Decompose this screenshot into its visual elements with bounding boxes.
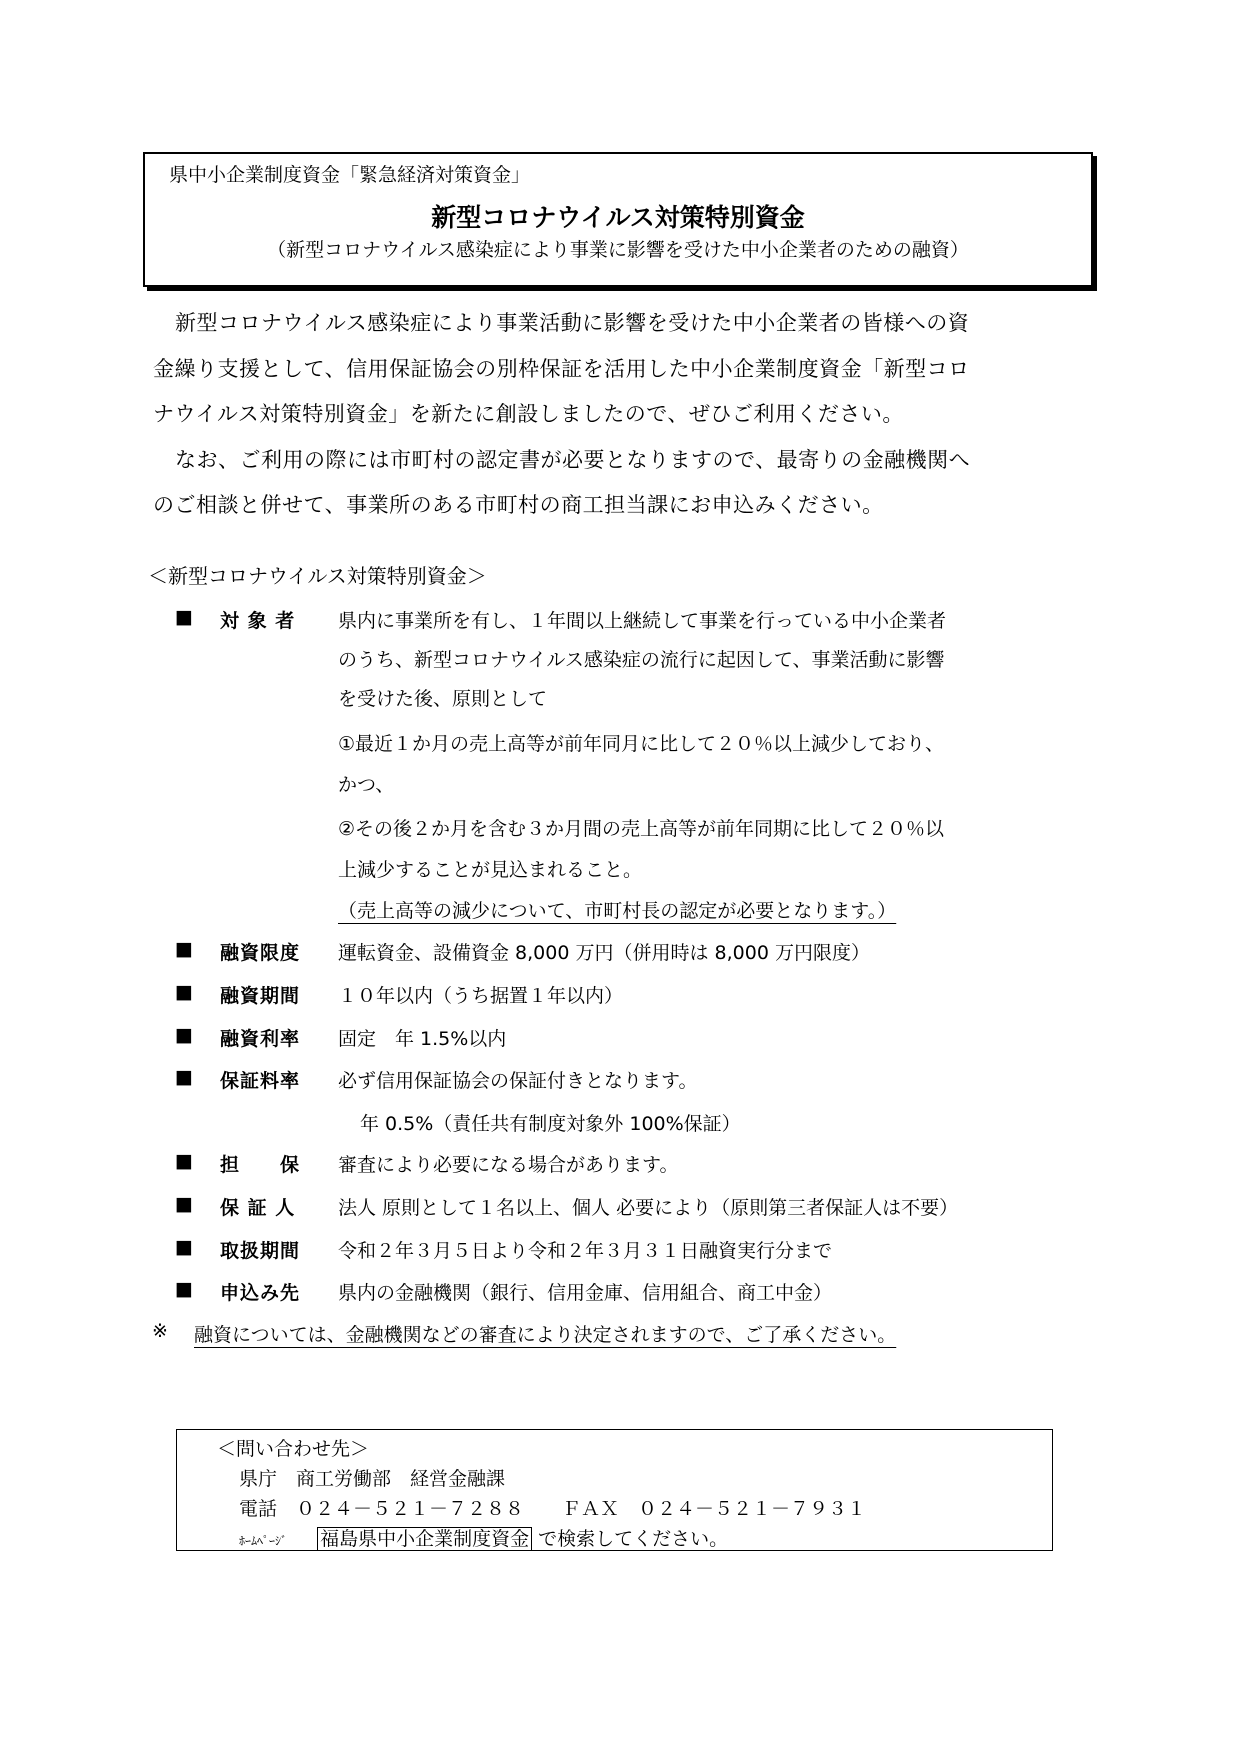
item-text: 上減少することが見込まれること。 <box>338 859 643 881</box>
item-text: １０年以内（うち据置１年以内） <box>338 985 624 1007</box>
intro-line: ナウイルス対策特別資金」を新たに創設しましたので、ぜひご利用ください。 <box>153 402 904 426</box>
item-term: 融資利率 <box>220 1028 301 1050</box>
item-term: 対 象 者 <box>220 610 296 632</box>
intro-line: のご相談と併せて、事業所のある市町村の商工担当課にお申込みください。 <box>153 493 884 517</box>
bullet-icon: ■ <box>175 1278 193 1300</box>
section-heading: ＜新型コロナウイルス対策特別資金＞ <box>148 564 487 588</box>
approval-note: 融資については、金融機関などの審査により決定されますので、ご了承ください。 <box>194 1324 897 1346</box>
contact-box <box>176 1429 1053 1551</box>
item-term: 融資期間 <box>220 985 301 1007</box>
item-term: 取扱期間 <box>220 1240 301 1262</box>
homepage-label: ﾎｰﾑﾍﾟｰｼﾞ <box>239 1534 288 1548</box>
search-keyword: 福島県中小企業制度資金 <box>317 1527 532 1551</box>
item-text: ②その後２か月を含む３か月間の売上高等が前年同期に比して２０％以 <box>338 818 945 840</box>
item-text: を受けた後、原則として <box>338 688 548 710</box>
bullet-icon: ■ <box>175 1150 193 1172</box>
intro-line: 新型コロナウイルス感染症により事業活動に影響を受けた中小企業者の皆様への資 <box>175 311 970 335</box>
bullet-icon: ■ <box>175 1236 193 1258</box>
bullet-icon: ■ <box>175 1193 193 1215</box>
item-text: 年 0.5%（責任共有制度対象外 100%保証） <box>360 1113 741 1135</box>
item-text: 令和２年３月５日より令和２年３月３１日融資実行分まで <box>338 1240 833 1262</box>
item-text: 県内に事業所を有し、１年間以上継続して事業を行っている中小企業者 <box>338 610 947 632</box>
intro-line: 金繰り支援として、信用保証協会の別枠保証を活用した中小企業制度資金「新型コロ <box>153 357 970 381</box>
bullet-icon: ■ <box>175 981 193 1003</box>
item-term: 保 証 人 <box>220 1197 296 1219</box>
item-text: 法人 原則として１名以上、個人 必要により（原則第三者保証人は不要） <box>338 1197 959 1219</box>
title-note: （新型コロナウイルス感染症により事業に影響を受けた中小企業者のための融資） <box>267 239 969 261</box>
header-box <box>143 152 1093 287</box>
contact-heading: ＜問い合わせ先＞ <box>217 1438 370 1460</box>
contact-department: 県庁 商工労働部 経営金融課 <box>239 1468 506 1490</box>
bullet-icon: ■ <box>175 1024 193 1046</box>
contact-phone: 電話 ０２４－５２１－７２８８ ＦＡＸ ０２４－５２１－７９３１ <box>239 1498 867 1520</box>
homepage-instruction: で検索してください。 <box>538 1528 729 1550</box>
item-text: ①最近１か月の売上高等が前年同月に比して２０％以上減少しており、 <box>338 733 945 755</box>
item-text: 固定 年 1.5%以内 <box>338 1028 507 1050</box>
item-text: 県内の金融機関（銀行、信用金庫、信用組合、商工中金） <box>338 1282 833 1304</box>
item-text: 審査により必要になる場合があります。 <box>338 1154 679 1176</box>
item-text: 必ず信用保証協会の保証付きとなります。 <box>338 1070 698 1092</box>
item-text: 運転資金、設備資金 8,000 万円（併用時は 8,000 万円限度） <box>338 942 870 964</box>
intro-line: なお、ご利用の際には市町村の認定書が必要となりますので、最寄りの金融機関へ <box>175 448 971 472</box>
item-term: 保証料率 <box>220 1070 301 1092</box>
item-text: かつ、 <box>338 774 395 796</box>
page-title: 新型コロナウイルス対策特別資金 <box>431 203 805 232</box>
bullet-icon: ■ <box>175 1066 193 1088</box>
item-text: のうち、新型コロナウイルス感染症の流行に起因して、事業活動に影響 <box>338 649 945 671</box>
item-term: 担 保 <box>220 1154 301 1176</box>
note-mark: ※ <box>152 1320 168 1342</box>
program-name: 県中小企業制度資金「緊急経済対策資金」 <box>169 164 531 186</box>
contact-homepage <box>239 1524 728 1551</box>
item-term: 融資限度 <box>220 942 301 964</box>
bullet-icon: ■ <box>175 606 193 628</box>
certification-note: （売上高等の減少について、市町村長の認定が必要となります。） <box>338 900 897 922</box>
item-term: 申込み先 <box>220 1282 301 1304</box>
bullet-icon: ■ <box>175 938 193 960</box>
